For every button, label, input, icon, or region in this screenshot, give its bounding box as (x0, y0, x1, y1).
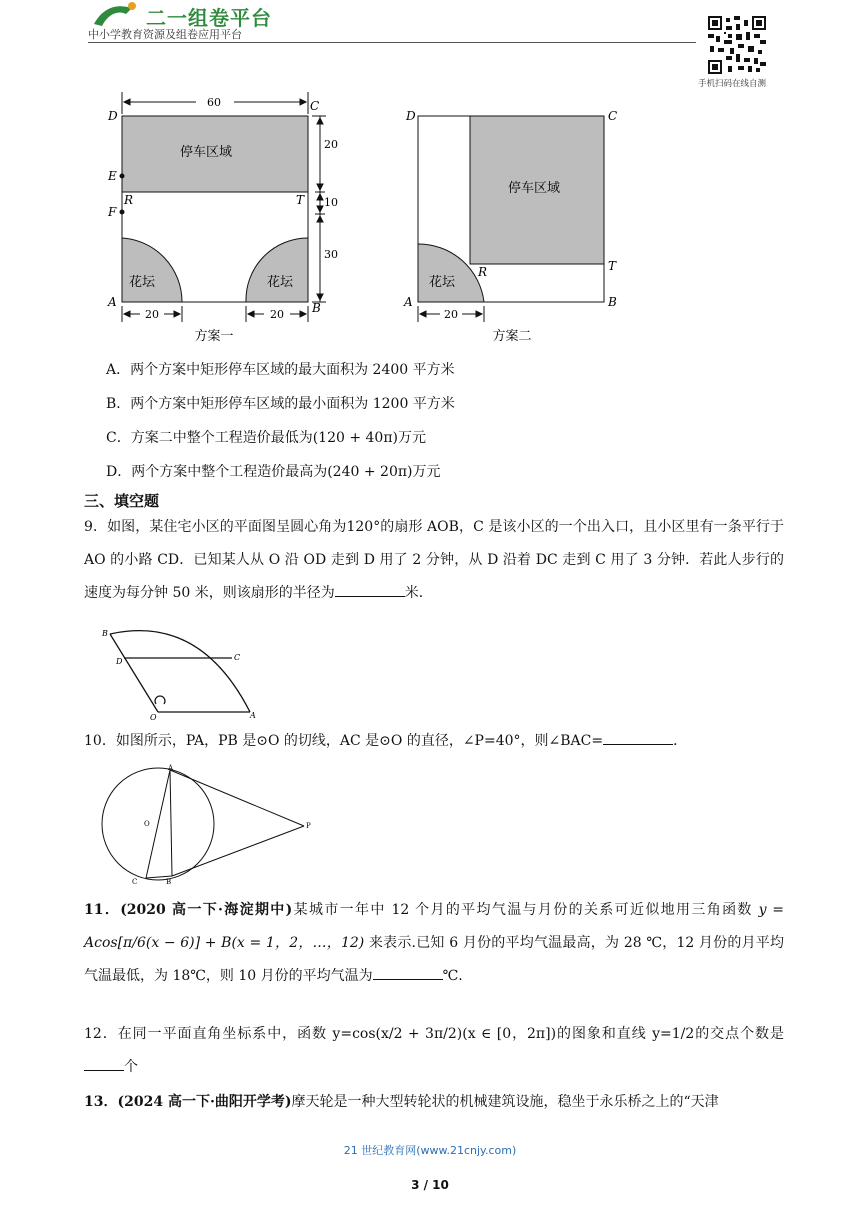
q12-number: 12． (84, 1026, 118, 1042)
point-D-1: D (108, 109, 118, 123)
point-T-2: T (608, 259, 617, 273)
q9-number: 9． (84, 519, 108, 535)
dim-right-30: 30 (324, 248, 338, 261)
q10-answer-blank[interactable] (603, 730, 673, 745)
caption-scheme-one: 方案一 (194, 329, 234, 344)
q12-after: 个 (124, 1059, 138, 1075)
q10-label-B: B (166, 878, 172, 886)
point-F: F (108, 205, 117, 219)
question-10 (84, 725, 784, 758)
dim-bottom-scheme2-20: 20 (444, 308, 458, 321)
flower-label-1b: 花坛 (266, 275, 294, 290)
option-d: D．两个方案中整个工程造价最高为(240 + 20π)万元 (106, 464, 441, 480)
dim-right-10: 10 (324, 196, 338, 209)
qr-caption: 手机扫码在线自测 (698, 79, 767, 89)
dim-bottom-right-20: 20 (270, 308, 284, 321)
question-13 (84, 1086, 784, 1119)
q9-label-A: A (250, 711, 256, 720)
q12-text: 在同一平面直角坐标系中，函数 y=cos(x/2 + 3π/2)(x ∈ [0，2π])的图象和直线 y=1/2的交点个数是 (117, 1026, 784, 1042)
point-D-2: D (406, 109, 416, 123)
q13-number: 13． (84, 1094, 118, 1110)
parking-label-2: 停车区域 (507, 181, 561, 196)
option-b: B．两个方案中矩形停车区域的最小面积为 1200 平方米 (106, 396, 455, 412)
q9-text: 如图，某住宅小区的平面图呈圆心角为120°的扇形 AOB，C 是该小区的一个出入口，且小区里有一条平行于 AO 的小路 CD．已知某人从 O 沿 OD 走到 D 用了 2 分钟，从 D 沿着 DC 走到 C 用了 3 分钟．若此人步行的速度为每分钟 50 米，则该扇形的半径为 (84, 519, 784, 601)
q10-circle-figure (98, 764, 320, 886)
page-number: 3 / 10 (411, 1178, 449, 1192)
q11-source: (2020 高一下·海淀期中) (120, 902, 293, 918)
point-E: E (108, 169, 117, 183)
q11-formula: y = Acos[π/6(x − 6)] + B(x = 1，2，…，12) (84, 902, 785, 951)
dim-top-60: 60 (207, 96, 221, 109)
q9-label-B: B (102, 629, 108, 638)
q10-label-O: O (144, 820, 150, 828)
option-a: A．两个方案中矩形停车区域的最大面积为 2400 平方米 (106, 362, 455, 378)
q9-after: 米． (404, 585, 433, 601)
question-11 (84, 894, 784, 993)
page-header (88, 0, 778, 90)
q13-text: 摩天轮是一种大型转轮状的机械建筑设施，稳坐于永乐桥之上的“天津 (291, 1094, 719, 1110)
question-12 (84, 1018, 784, 1084)
point-B-1: B (312, 301, 321, 315)
q9-label-D: D (116, 657, 123, 666)
option-c: C．方案二中整个工程造价最低为(120 + 40π)万元 (106, 430, 427, 446)
q9-sector-figure (100, 624, 270, 720)
header-subtitle: 中小学教育资源及组卷应用平台 (88, 28, 242, 41)
dim-right-20: 20 (324, 138, 338, 151)
caption-scheme-two: 方案二 (492, 329, 532, 344)
q10-after: ． (673, 733, 688, 749)
logo-text: 二一组卷平台 (146, 6, 272, 30)
header-divider (88, 42, 696, 43)
dim-bottom-left-20: 20 (145, 308, 159, 321)
point-A-1: A (108, 295, 117, 309)
q9-label-O: O (150, 713, 157, 720)
flower-label-1a: 花坛 (128, 275, 156, 290)
q9-answer-blank[interactable] (335, 582, 405, 597)
q11-text-2: 来表示.已知 6 月份的平均气温最高，为 28 ℃，12 月份的月平均气温最低，为 18℃，则 10 月份的平均气温为 (84, 935, 784, 984)
parking-label-1: 停车区域 (179, 145, 233, 160)
point-C-1: C (310, 99, 320, 113)
q10-text: 如图所示，PA，PB 是⊙O 的切线，AC 是⊙O 的直径，∠P=40°，则∠BAC= (115, 733, 604, 749)
flower-label-2: 花坛 (428, 275, 456, 290)
footer-link[interactable]: 21 世纪教育网(www.21cnjy.com) (343, 1144, 517, 1157)
point-R-2: R (478, 265, 488, 279)
q11-number: 11． (84, 902, 121, 918)
q9-label-C: C (234, 653, 241, 662)
scheme-two-diagram (418, 116, 604, 322)
point-A-2: A (404, 295, 413, 309)
parking-schemes-figure (100, 86, 640, 348)
q11-after: ℃. (442, 968, 463, 984)
q10-label-C: C (132, 878, 138, 886)
section-title: 三、填空题 (84, 492, 160, 510)
q10-label-P: P (306, 822, 311, 830)
q11-answer-blank[interactable] (373, 965, 443, 980)
point-T-1: T (296, 193, 305, 207)
q10-number: 10． (84, 733, 116, 749)
q12-answer-blank[interactable] (84, 1056, 124, 1071)
point-B-2: B (608, 295, 617, 309)
q11-text-1: 某城市一年中 12 个月的平均气温与月份的关系可近似地用三角函数 (292, 902, 753, 918)
q13-source: (2024 高一下·曲阳开学考) (117, 1094, 292, 1110)
point-R-1: R (124, 193, 134, 207)
q10-label-A: A (168, 764, 174, 772)
question-9 (84, 511, 784, 610)
point-C-2: C (608, 109, 618, 123)
qr-code-icon[interactable] (708, 16, 766, 74)
